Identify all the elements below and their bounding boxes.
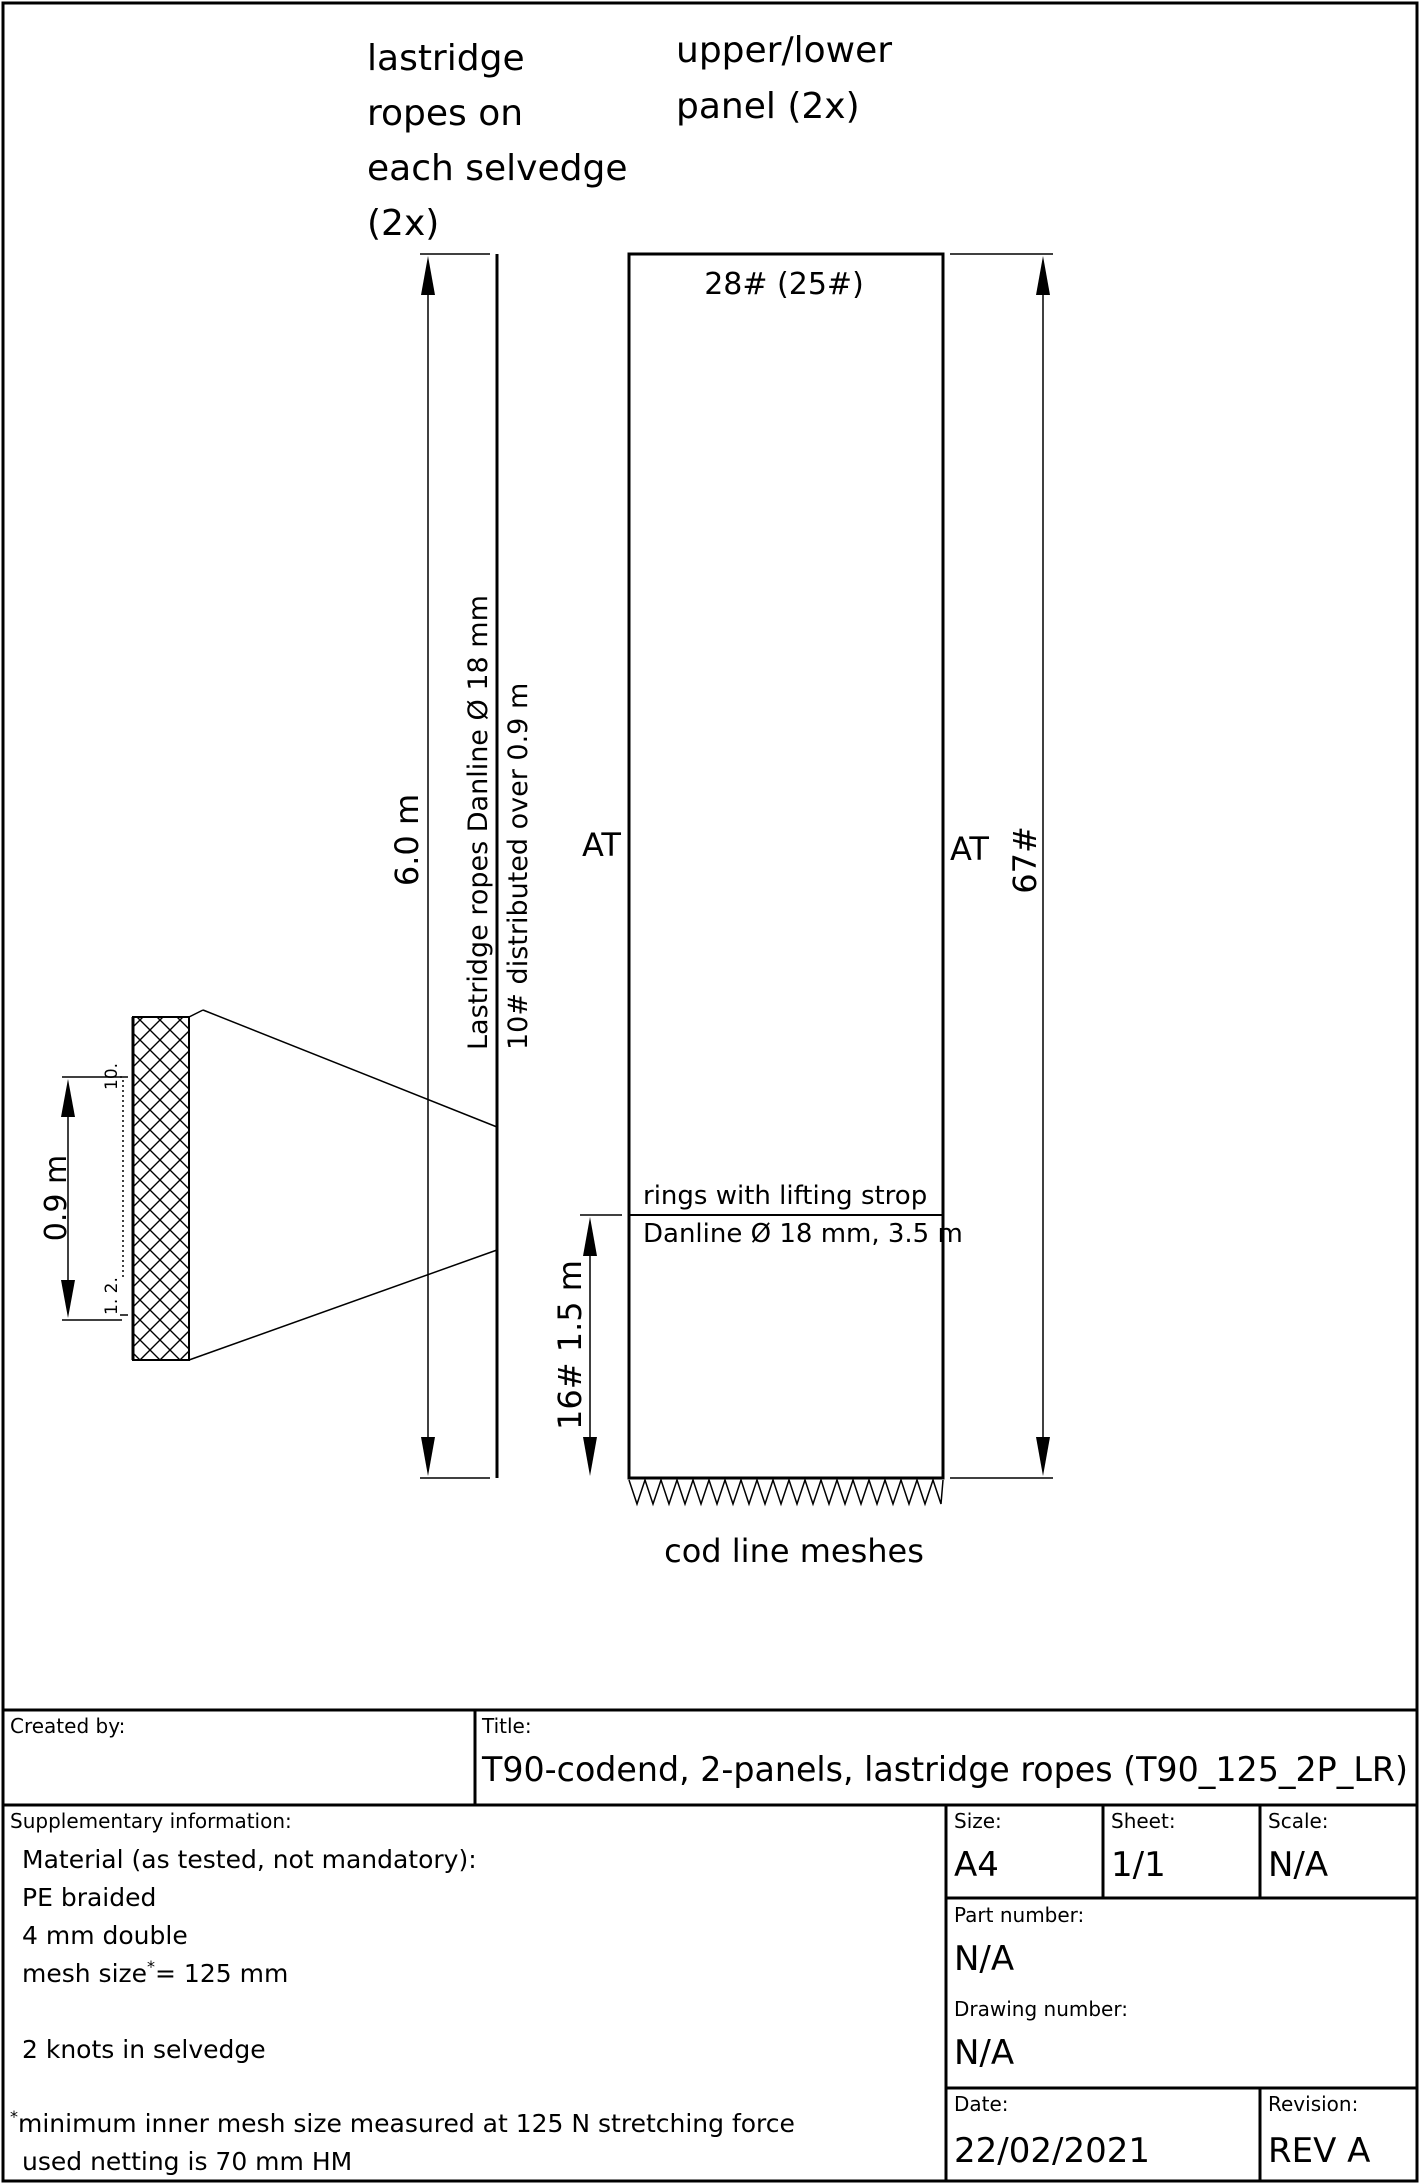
revision-value: REV A <box>1268 2131 1371 2171</box>
supplementary-line-3: 4 mm double <box>22 1921 188 1950</box>
detail-index-top: 10. <box>102 1062 122 1090</box>
length-left-label: 6.0 m <box>388 793 426 887</box>
revision-label: Revision: <box>1268 2092 1359 2116</box>
rope-spec-line-2: 10# distributed over 0.9 m <box>503 682 534 1050</box>
drawing-number-value: N/A <box>954 2033 1015 2073</box>
footnote-line-1: *minimum inner mesh size measured at 125 N stretching force <box>10 2107 795 2138</box>
title-label: Title: <box>482 1714 532 1738</box>
bottom-section-label: 16# 1.5 m <box>551 1260 589 1430</box>
part-number-value: N/A <box>954 1939 1015 1979</box>
at-left-label: AT <box>582 826 621 864</box>
cod-line-label: cod line meshes <box>664 1532 924 1570</box>
size-value: A4 <box>954 1845 999 1885</box>
rings-label-line-2: Danline Ø 18 mm, 3.5 m <box>643 1219 963 1249</box>
supplementary-label: Supplementary information: <box>10 1809 292 1833</box>
cod-line-meshes-zigzag <box>629 1480 943 1504</box>
drawing-area <box>39 30 1053 1570</box>
detail-index-bottom: 1. 2. <box>102 1277 122 1315</box>
drawing-number-label: Drawing number: <box>954 1997 1128 2021</box>
supplementary-line-2: PE braided <box>22 1883 157 1912</box>
supplementary-line-1: Material (as tested, not mandatory): <box>22 1845 477 1874</box>
sheet-value: 1/1 <box>1111 1845 1166 1885</box>
date-label: Date: <box>954 2092 1009 2116</box>
lastridge-heading-line-1: lastridge <box>367 38 525 79</box>
scale-label: Scale: <box>1268 1809 1329 1833</box>
date-value: 22/02/2021 <box>954 2131 1150 2171</box>
footnote-line-2: used netting is 70 mm HM <box>22 2147 353 2176</box>
panel-outline <box>629 254 943 1478</box>
supplementary-line-4: mesh size*= 125 mm <box>22 1957 289 1988</box>
length-right-label: 67# <box>1006 826 1044 894</box>
lastridge-heading-line-2: ropes on <box>367 93 524 134</box>
created-by-label: Created by: <box>10 1714 126 1738</box>
rings-label-line-1: rings with lifting strop <box>643 1181 928 1211</box>
top-meshes-label: 28# (25#) <box>704 267 864 302</box>
detail-length-label: 0.9 m <box>39 1154 74 1242</box>
lastridge-heading-line-4: (2x) <box>367 203 440 244</box>
at-right-label: AT <box>950 830 989 868</box>
sheet-label: Sheet: <box>1111 1809 1176 1833</box>
scale-value: N/A <box>1268 1845 1329 1885</box>
title-value: T90-codend, 2-panels, lastridge ropes (T90_125_2P_LR) <box>481 1750 1409 1790</box>
net-detail-hatch <box>133 1017 189 1360</box>
part-number-label: Part number: <box>954 1903 1085 1927</box>
rope-spec-line-1: Lastridge ropes Danline Ø 18 mm <box>463 595 494 1050</box>
panel-heading-line-2: panel (2x) <box>676 86 860 127</box>
panel-heading-line-1: upper/lower <box>676 30 893 71</box>
supplementary-line-5: 2 knots in selvedge <box>22 2035 266 2064</box>
size-label: Size: <box>954 1809 1002 1833</box>
net-detail <box>61 1010 497 1360</box>
lastridge-heading-line-3: each selvedge <box>367 148 628 189</box>
